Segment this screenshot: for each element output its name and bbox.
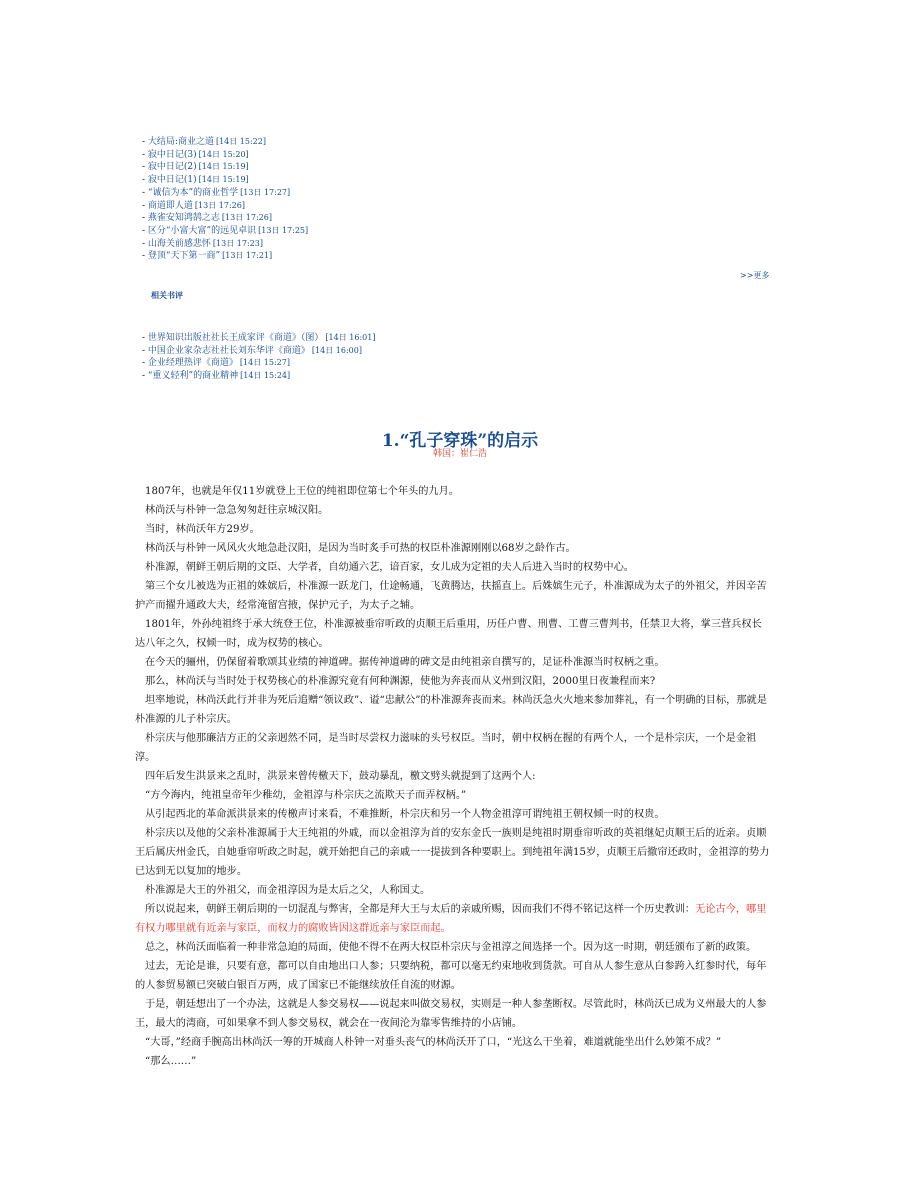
paragraph: 坦率地说，林尚沃此行并非为死后追赠“领议政”、谥“忠献公”的朴准源奔丧而来。林尚沃急火火地来参加葬礼，有一个明确的目标，那就是朴准源的儿子朴宗庆。 bbox=[135, 695, 767, 725]
post-time: [14日 15:22] bbox=[215, 137, 266, 146]
post-link[interactable]: 区分“小富大富”的远见卓识 bbox=[147, 225, 257, 236]
list-item[interactable]: - 寂中日记(3) [14日 15:20] bbox=[142, 149, 249, 160]
list-item[interactable]: - 寂中日记(1) [14日 15:19] bbox=[142, 175, 249, 186]
post-time: [14日 15:20] bbox=[198, 149, 249, 159]
post-time: [13日 17:27] bbox=[240, 187, 291, 197]
post-time: [13日 17:26] bbox=[194, 200, 245, 210]
post-time: [13日 17:21] bbox=[222, 251, 273, 261]
paragraph-highlight bbox=[135, 900, 771, 938]
list-item[interactable]: - 世界知识出版社社长王成家评《商道》（图） [14日 16:01] bbox=[142, 333, 376, 343]
paragraph: 第三个女儿被选为正祖的姝嫔后，朴准源一跃龙门，仕途畅通，飞黄腾达，扶摇直上。后姝嫔生元子，朴准源成为太子的外祖父，并因辛苦护产而擢升通政大夫，经常淹留宫掖，保护元子，为太子之辅。 bbox=[135, 581, 767, 611]
paragraph: 从引起西北的革命派洪景来的传檄声讨来看，不难推断，朴宗庆和另一个人物金祖淳可谓纯祖王朝权倾一时的权贵。 bbox=[145, 809, 665, 820]
post-time: [14日 15:19] bbox=[198, 162, 249, 172]
post-link[interactable]: 寂中日记(1) bbox=[147, 175, 197, 186]
paragraph-text: 所以说起来，朝鲜王朝后期的一切混乱与弊害，全都是拜大王与太后的亲戚所赐，因而我们不得不铭记这样一个历史教训： bbox=[145, 904, 696, 915]
recent-posts-list bbox=[142, 136, 308, 263]
paragraph: 四年后发生洪景来之乱时，洪景来曾传檄天下，鼓动暴乱，檄文劈头就提到了这两个人: bbox=[145, 771, 536, 782]
list-item[interactable]: - 山海关前感悲怀 [13日 17:23] bbox=[142, 238, 263, 249]
paragraph: 朴准源，朝鲜王朝后期的文臣、大学者，自幼通六艺，谙百家，女儿成为定祖的夫人后进入当时的权势中心。 bbox=[145, 562, 634, 573]
paragraph: 总之，林尚沃面临着一种非常急迫的局面，使他不得不在两大权臣朴宗庆与金祖淳之间选择一个。因为这一时期，朝廷颁布了新的政策。 bbox=[145, 942, 757, 953]
list-item[interactable]: - “诚信为本”的商业哲学 [13日 17:27] bbox=[142, 187, 291, 198]
paragraph: “大哥，”经商手腕高出林尚沃一筹的开城商人朴钟一对垂头丧气的林尚沃开了口，“光这么干坐着，难道就能坐出什么妙策不成？” bbox=[145, 1037, 722, 1048]
reviews-list bbox=[142, 332, 375, 383]
paragraph: 1801年，外孙纯祖终于承大统登王位，朴准源被垂帘听政的贞顺王后重用，历任户曹、刑曹、工曹三曹判书，任禁卫大将，掌三营兵权长达八年之久，权倾一时，成为权势的核心。 bbox=[135, 619, 762, 649]
list-item[interactable]: - “重义轻利”的商业精神 [14日 15:24] bbox=[142, 371, 291, 382]
post-link[interactable]: “诚信为本”的商业哲学 bbox=[147, 187, 239, 198]
review-link[interactable]: 中国企业家杂志社社长刘东华评《商道》 bbox=[147, 345, 310, 356]
post-time: [13日 17:25] bbox=[258, 225, 309, 235]
list-item[interactable]: - 企业经理热评《商道》 [14日 15:27] bbox=[142, 358, 290, 369]
list-item[interactable]: - 寂中日记(2) [14日 15:19] bbox=[142, 162, 249, 173]
paragraph: “方今海内，纯祖皇帝年少稚幼，金祖淳与朴宗庆之流欺天子而弄权柄。” bbox=[145, 790, 467, 801]
post-time: [13日 17:23] bbox=[212, 238, 263, 248]
review-link[interactable]: 企业经理热评《商道》 bbox=[147, 358, 238, 369]
paragraph: 当时，林尚沃年方29岁。 bbox=[145, 524, 260, 535]
post-link[interactable]: 登顶“天下第一商” bbox=[147, 251, 221, 262]
paragraph: 朴准源是大王的外祖父，而金祖淳因为是太后之父，人称国丈。 bbox=[145, 885, 431, 896]
paragraph: 在今天的骊州，仍保留着歌颂其业绩的神道碑。据传神道碑的碑文是由纯祖亲自撰写的，足证朴准源当时权柄之重。 bbox=[145, 657, 665, 668]
highlight-text: 无论古今，哪里有权力哪里就有近亲与家臣，而权力的腐败皆因这群近亲与家臣而起。 bbox=[135, 904, 767, 934]
paragraph: 朴宗庆与他那廉洁方正的父亲迥然不同，是当时尽尝权力滋味的头号权臣。当时，朝中权柄在握的有两个人，一个是朴宗庆，一个是金祖淳。 bbox=[135, 733, 757, 763]
post-link[interactable]: 寂中日记(2) bbox=[147, 162, 197, 173]
article-body bbox=[135, 482, 771, 1071]
review-time: [14日 16:01] bbox=[325, 333, 376, 342]
list-item[interactable]: - 登顶“天下第一商” [13日 17:21] bbox=[142, 251, 273, 262]
article-byline: 韩国：崔仁浩 bbox=[432, 449, 487, 459]
paragraph: 过去，无论是谁，只要有意，都可以自由地出口人参；只要纳税，都可以毫无约束地收到货款。可自从人参生意从白参跨入红参时代，每年的人参贸易额已突破白银百万两，成了国家已不能继续放任自流的财源。 bbox=[135, 961, 767, 991]
paragraph: 于是，朝廷想出了一个办法，这就是人参交易权——说起来叫做交易权，实则是一种人参垄断权。尽管此时，林尚沃已成为义州最大的人参王，最大的湾商，可如果拿不到人参交易权，就会在一夜间沦为靠零售维持的小店铺。 bbox=[135, 999, 767, 1029]
post-link[interactable]: 寂中日记(3) bbox=[147, 149, 197, 160]
paragraph: 那么，林尚沃与当时处于权势核心的朴准源究竟有何种渊源，使他为奔丧而从义州到汉阳，2000里日夜兼程而来? bbox=[145, 676, 656, 687]
post-link[interactable]: 燕雀安知鸿鹄之志 bbox=[147, 213, 220, 224]
list-item[interactable]: - 大结局:商业之道 [14日 15:22] bbox=[142, 137, 266, 147]
post-link[interactable]: 山海关前感悲怀 bbox=[147, 238, 211, 249]
paragraph: 林尚沃与朴钟一风风火火地急赴汉阳，是因为当时炙手可热的权臣朴准源刚刚以68岁之龄作古。 bbox=[145, 543, 576, 554]
list-item[interactable]: - 商道即人道 [13日 17:26] bbox=[142, 200, 245, 211]
review-time: [14日 15:24] bbox=[240, 371, 291, 381]
review-link[interactable]: 世界知识出版社社长王成家评《商道》（图） bbox=[147, 333, 324, 343]
article-title: 1.“孔子穿珠”的启示 bbox=[381, 431, 539, 451]
reviews-section-title: 相关书评 bbox=[151, 290, 183, 300]
more-link[interactable]: >>更多 bbox=[740, 271, 770, 280]
review-time: [14日 15:27] bbox=[239, 358, 290, 368]
review-link[interactable]: “重义轻利”的商业精神 bbox=[147, 371, 239, 382]
paragraph: 1807年，也就是年仅11岁就登上王位的纯祖即位第七个年头的九月。 bbox=[145, 486, 459, 497]
paragraph: “那么……” bbox=[145, 1056, 197, 1067]
review-time: [14日 16:00] bbox=[311, 345, 362, 355]
list-item[interactable]: - 燕雀安知鸿鹄之志 [13日 17:26] bbox=[142, 213, 272, 224]
list-item[interactable]: - 中国企业家杂志社社长刘东华评《商道》 [14日 16:00] bbox=[142, 345, 362, 356]
post-time: [13日 17:26] bbox=[221, 213, 272, 223]
post-link[interactable]: 大结局:商业之道 bbox=[147, 137, 214, 147]
paragraph: 朴宗庆以及他的父亲朴准源属于大王纯祖的外戚，而以金祖淳为首的安东金氏一族则是纯祖时期垂帘听政的英祖继妃贞顺王后的近亲。贞顺王后属庆州金氏，自她垂帘听政之时起，就开始把自己的亲戚一一提拔到各种要职上。到纯祖年满15岁，贞顺王后撤帘还政时，金祖淳的势力已达到无以复加的地步。 bbox=[135, 828, 770, 877]
list-item[interactable]: - 区分“小富大富”的远见卓识 [13日 17:25] bbox=[142, 225, 309, 236]
paragraph: 林尚沃与朴钟一急急匆匆赶往京城汉阳。 bbox=[145, 505, 329, 516]
post-time: [14日 15:19] bbox=[198, 175, 249, 185]
post-link[interactable]: 商道即人道 bbox=[147, 200, 193, 211]
